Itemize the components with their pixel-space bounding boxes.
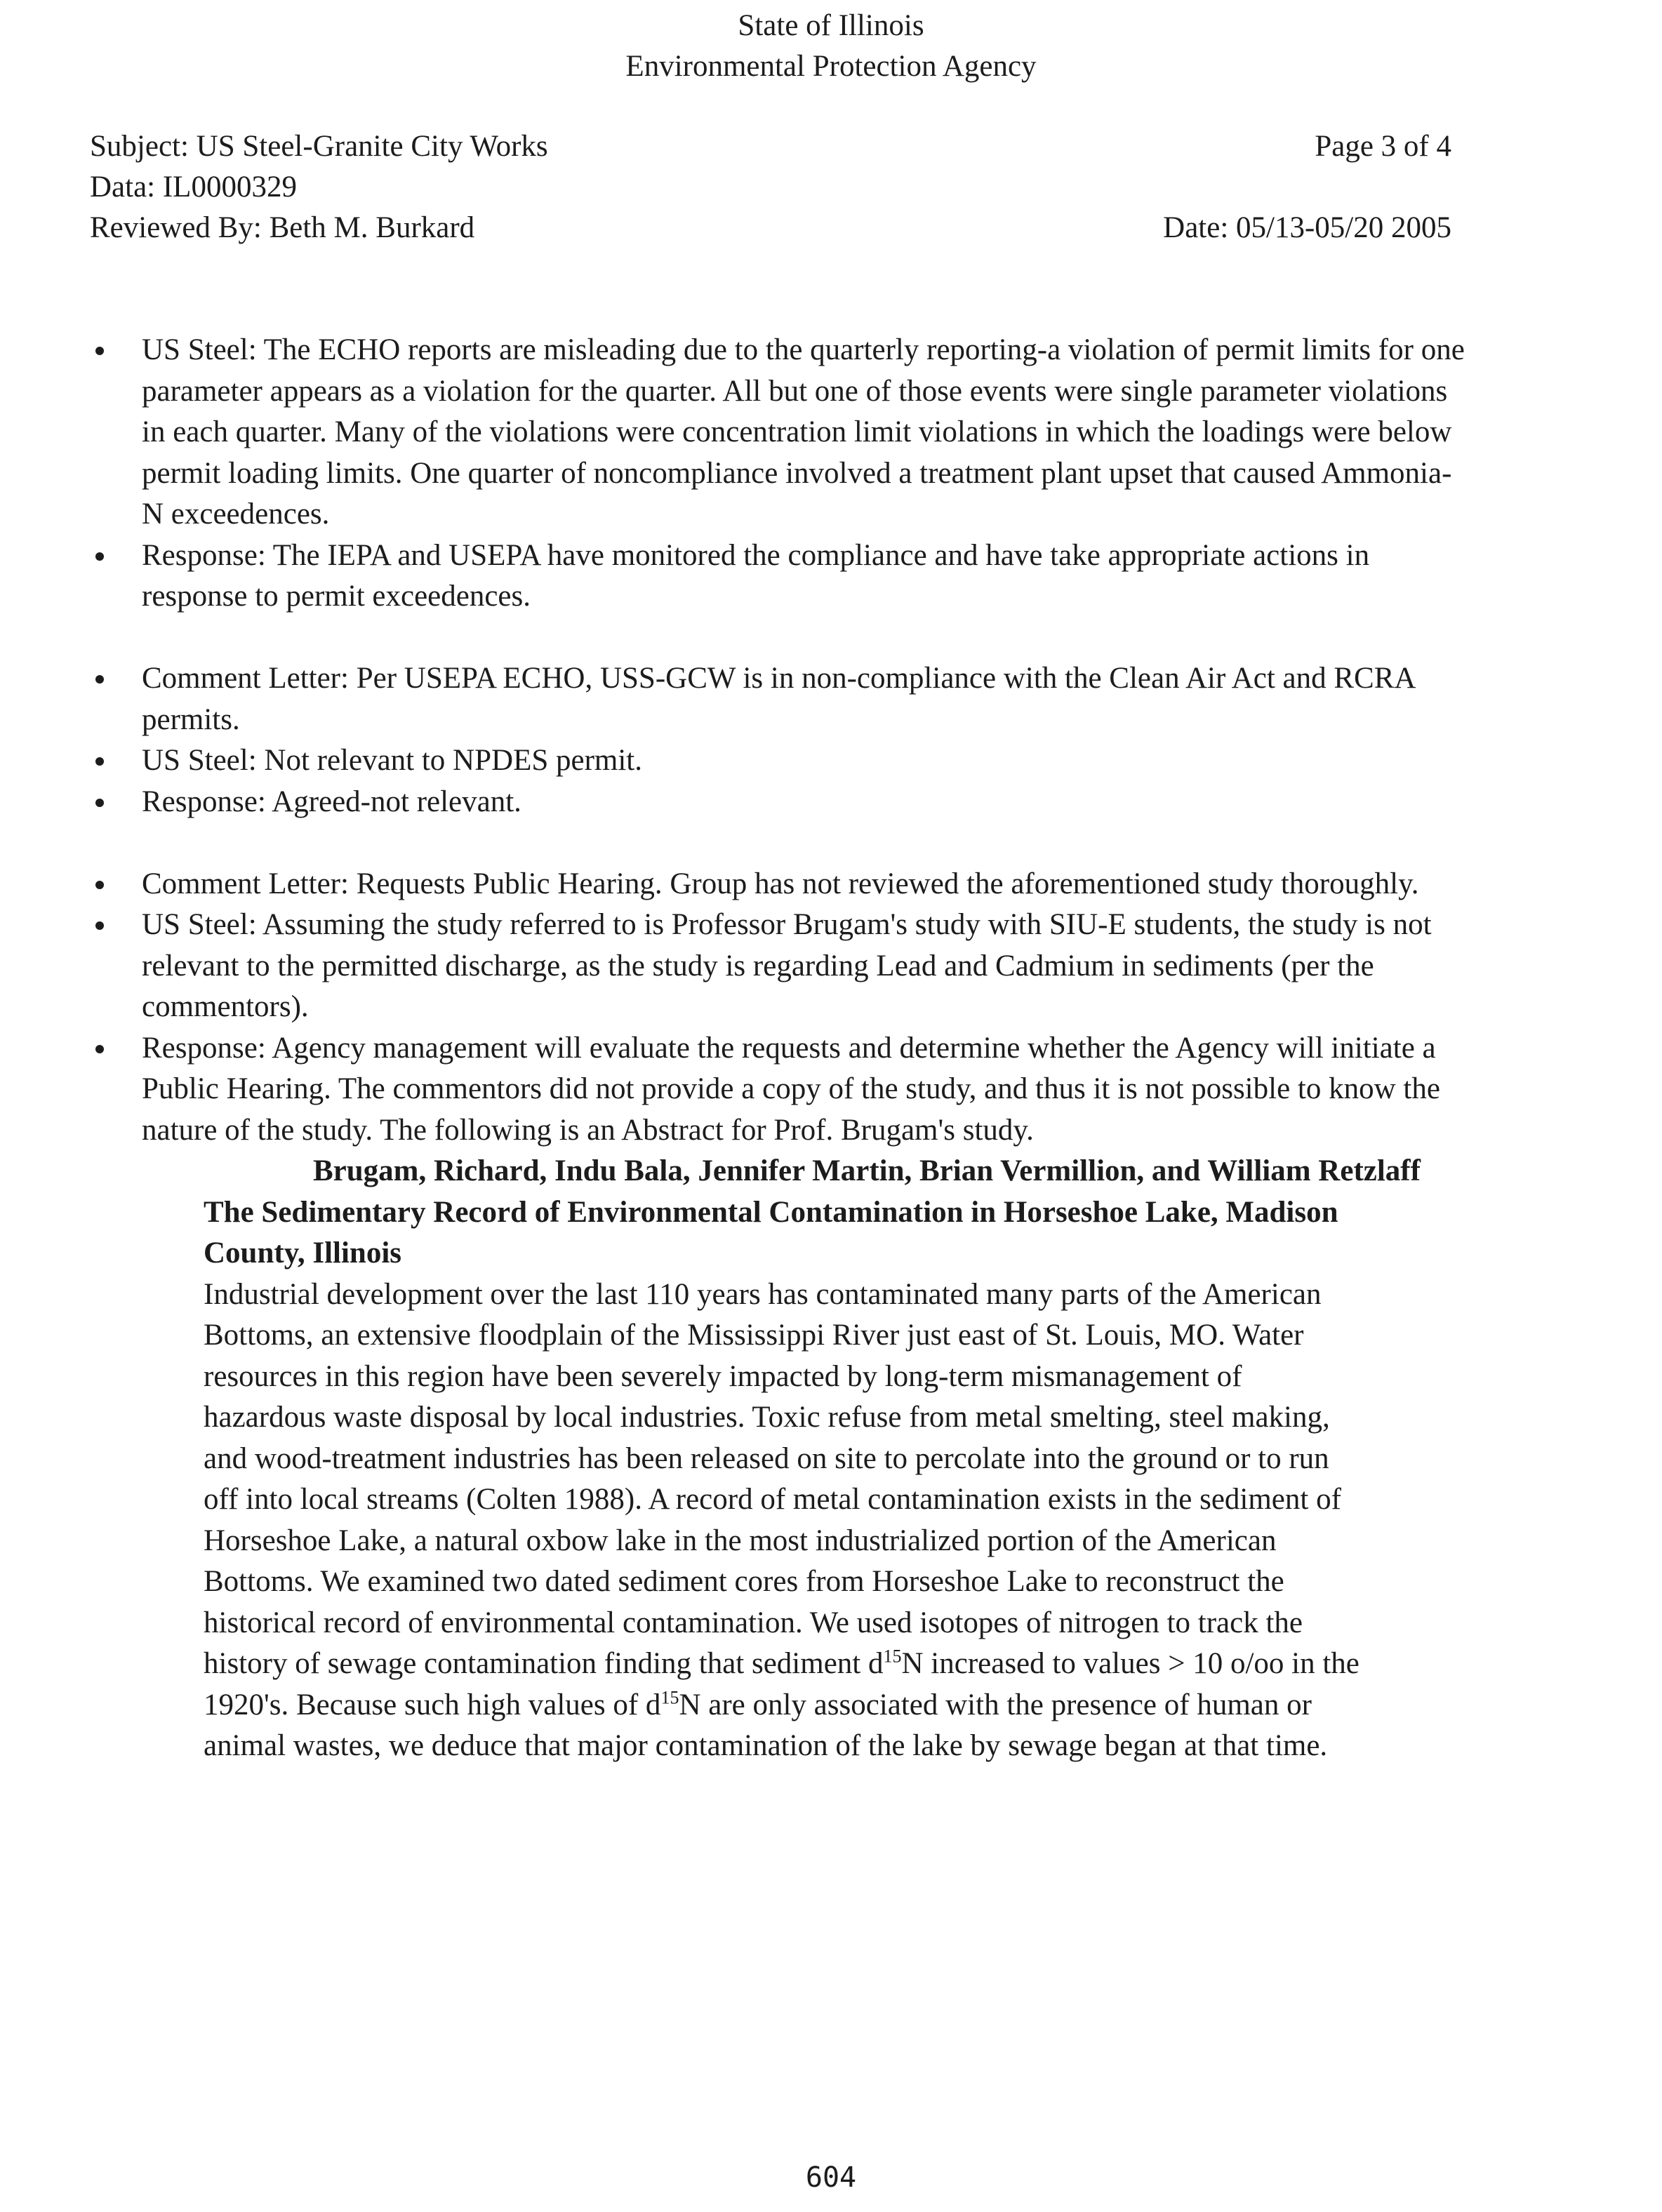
abstract-body-part-3: N are only associated with the presence of human or animal wastes, we deduce that major contamination of the lake by sewage began at that time. <box>204 1688 1328 1762</box>
bullet-icon <box>95 675 104 684</box>
abstract-title: The Sedimentary Record of Environmental Contamination in Horseshoe Lake, Madison County, Illinois <box>204 1195 1338 1270</box>
bullet-text: Comment Letter: Requests Public Hearing. Group has not reviewed the aforementioned study thoroughly. <box>142 867 1419 900</box>
subject-line: Subject: US Steel-Granite City Works <box>90 130 548 163</box>
bullet-item <box>77 1028 1467 1152</box>
bullet-text: US Steel: Not relevant to NPDES permit. <box>142 744 643 777</box>
state-name: State of Illinois <box>738 9 924 42</box>
bullet-icon <box>95 347 104 355</box>
bullet-item <box>77 864 1467 905</box>
bullet-item <box>77 782 1467 823</box>
reviewed-by-line: Reviewed By: Beth M. Burkard <box>90 211 475 244</box>
page-number: 604 <box>805 2161 857 2194</box>
abstract-authors: Brugam, Richard, Indu Bala, Jennifer Martin, Brian Vermillion, and William Retzlaff <box>313 1154 1421 1187</box>
bullet-item <box>77 658 1467 740</box>
abstract-body-part-2: N increased to values > 10 o/oo in the 1920's. Because such high values of d <box>204 1647 1359 1721</box>
isotope-superscript: 15 <box>660 1687 679 1708</box>
abstract-body-part-1: Industrial development over the last 110 years has contaminated many parts of the American Bottoms, an extensive floodplain of the Mississippi River just east of St. Louis, MO. Water resources in this region have been severely impacted by long-term mismanagement of hazardous waste disposal by local industries. Toxic refuse from metal smelting, steel making, and wood-treatment industries has been released on site to percolate into the ground or to run off into local streams (Colten 1988). A record of metal contamination exists in the sediment of Horseshoe Lake, a natural oxbow lake in the most industrialized portion of the American Bottoms. We examined two dated sediment cores from Horseshoe Lake to reconstruct the historical record of environmental contamination. We used isotopes of nitrogen to track the history of sewage contamination finding that sediment d <box>204 1277 1341 1680</box>
data-line: Data: IL0000329 <box>90 171 297 204</box>
bullet-icon <box>95 757 104 766</box>
bullet-text: US Steel: The ECHO reports are misleading due to the quarterly reporting-a violation of permit limits for one parameter appears as a violation for the quarter. All but one of those events were single parameter violations in each quarter. Many of the violations were concentration limit violations in which the loadings were below permit loading limits. One quarter of noncompliance involved a treatment plant upset that caused Ammonia-N exceedences. <box>142 333 1465 531</box>
bullet-text: Response: The IEPA and USEPA have monitored the compliance and have take appropriate actions in response to permit exceedences. <box>142 538 1370 613</box>
study-abstract <box>77 1151 1467 1767</box>
bullet-text: Comment Letter: Per USEPA ECHO, USS-GCW is in non-compliance with the Clean Air Act and RCRA permits. <box>142 662 1415 736</box>
document-meta <box>90 126 548 248</box>
date-line: Date: 05/13-05/20 2005 <box>1163 211 1451 244</box>
bullet-text: US Steel: Assuming the study referred to is Professor Brugam's study with SIU-E students, the study is not relevant to the permitted discharge, as the study is regarding Lead and Cadmium in sediments (per the commentors). <box>142 908 1432 1023</box>
comment-responses <box>77 330 1467 1767</box>
bullet-icon <box>95 799 104 807</box>
agency-header <box>0 6 1662 87</box>
bullet-icon <box>95 1045 104 1053</box>
bullet-icon <box>95 552 104 561</box>
bullet-icon <box>95 921 104 930</box>
abstract-body <box>204 1274 1362 1767</box>
bullet-icon <box>95 881 104 889</box>
comment-group <box>77 330 1467 618</box>
document-meta-right <box>1163 126 1451 248</box>
bullet-text: Response: Agency management will evaluate the requests and determine whether the Agency will initiate a Public Hearing. The commentors did not provide a copy of the study, and thus it is not possible to know the nature of the study. The following is an Abstract for Prof. Brugam's study. <box>142 1031 1440 1147</box>
comment-group <box>77 658 1467 822</box>
bullet-item <box>77 535 1467 618</box>
agency-name: Environmental Protection Agency <box>625 50 1037 83</box>
page-indicator: Page 3 of 4 <box>1315 130 1451 163</box>
bullet-item <box>77 740 1467 782</box>
bullet-item <box>77 905 1467 1028</box>
bullet-text: Response: Agreed-not relevant. <box>142 785 521 818</box>
comment-group <box>77 864 1467 1152</box>
bullet-item <box>77 330 1467 535</box>
isotope-superscript: 15 <box>883 1646 902 1667</box>
